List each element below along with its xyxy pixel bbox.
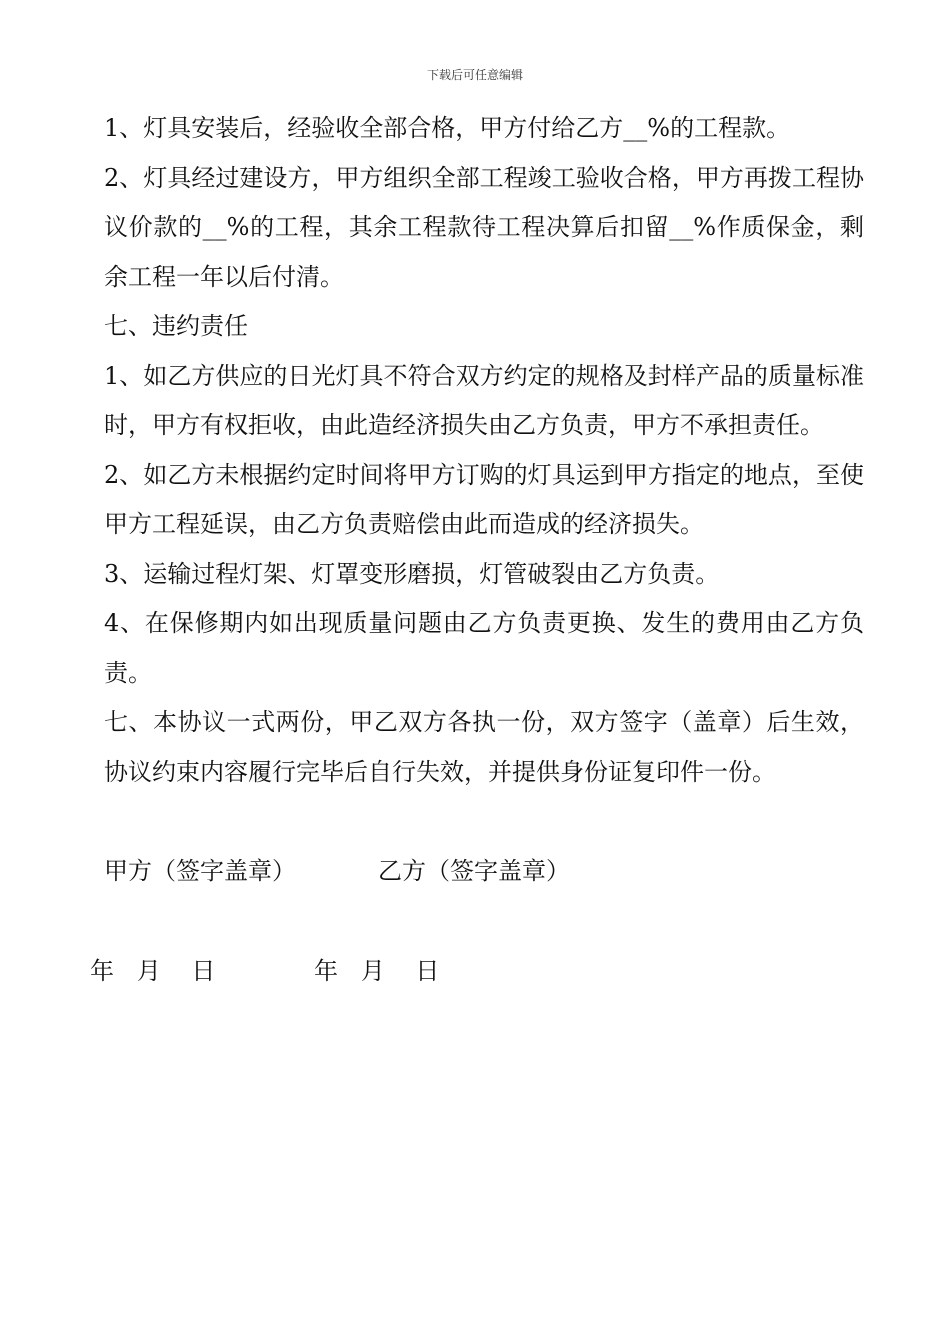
party-b-date-label: 年 月 日: [314, 957, 440, 985]
date-row: [90, 953, 850, 989]
signature-row: [104, 853, 864, 889]
liability-clause-3: 3、运输过程灯架、灯罩变形磨损，灯管破裂由乙方负责。: [104, 559, 720, 588]
section-heading-liability: 七、违约责任: [104, 312, 248, 340]
payment-clause-2: 2、灯具经过建设方，甲方组织全部工程竣工验收合格，甲方再拨工程协议价款的__%的工程，其余工程款待工程决算后扣留__%作质保金，剩余工程一年以后付清。: [104, 163, 864, 291]
party-b-signature-label: 乙方（签字盖章）: [378, 857, 570, 885]
liability-clause-4: 4、在保修期内如出现质量问题由乙方负责更换、发生的费用由乙方负责。: [104, 609, 864, 687]
liability-clause-1: 1、如乙方供应的日光灯具不符合双方约定的规格及封样产品的质量标准时，甲方有权拒收，由此造经济损失由乙方负责，甲方不承担责任。: [104, 361, 864, 439]
party-a-date-label: 年 月 日: [90, 957, 216, 985]
document-body: [104, 104, 864, 797]
payment-clause-1: 1、灯具安装后，经验收全部合格，甲方付给乙方__%的工程款。: [104, 114, 791, 142]
page-header: 下载后可任意编辑: [426, 68, 523, 82]
liability-clause-2: 2、如乙方未根据约定时间将甲方订购的灯具运到甲方指定的地点，至使甲方工程延误，由乙方负责赔偿由此而造成的经济损失。: [104, 460, 864, 538]
party-a-signature-label: 甲方（签字盖章）: [104, 857, 296, 885]
agreement-copies-clause: 七、本协议一式两份，甲乙双方各执一份，双方签字（盖章）后生效，协议约束内容履行完毕后自行失效，并提供身份证复印件一份。: [104, 708, 864, 786]
